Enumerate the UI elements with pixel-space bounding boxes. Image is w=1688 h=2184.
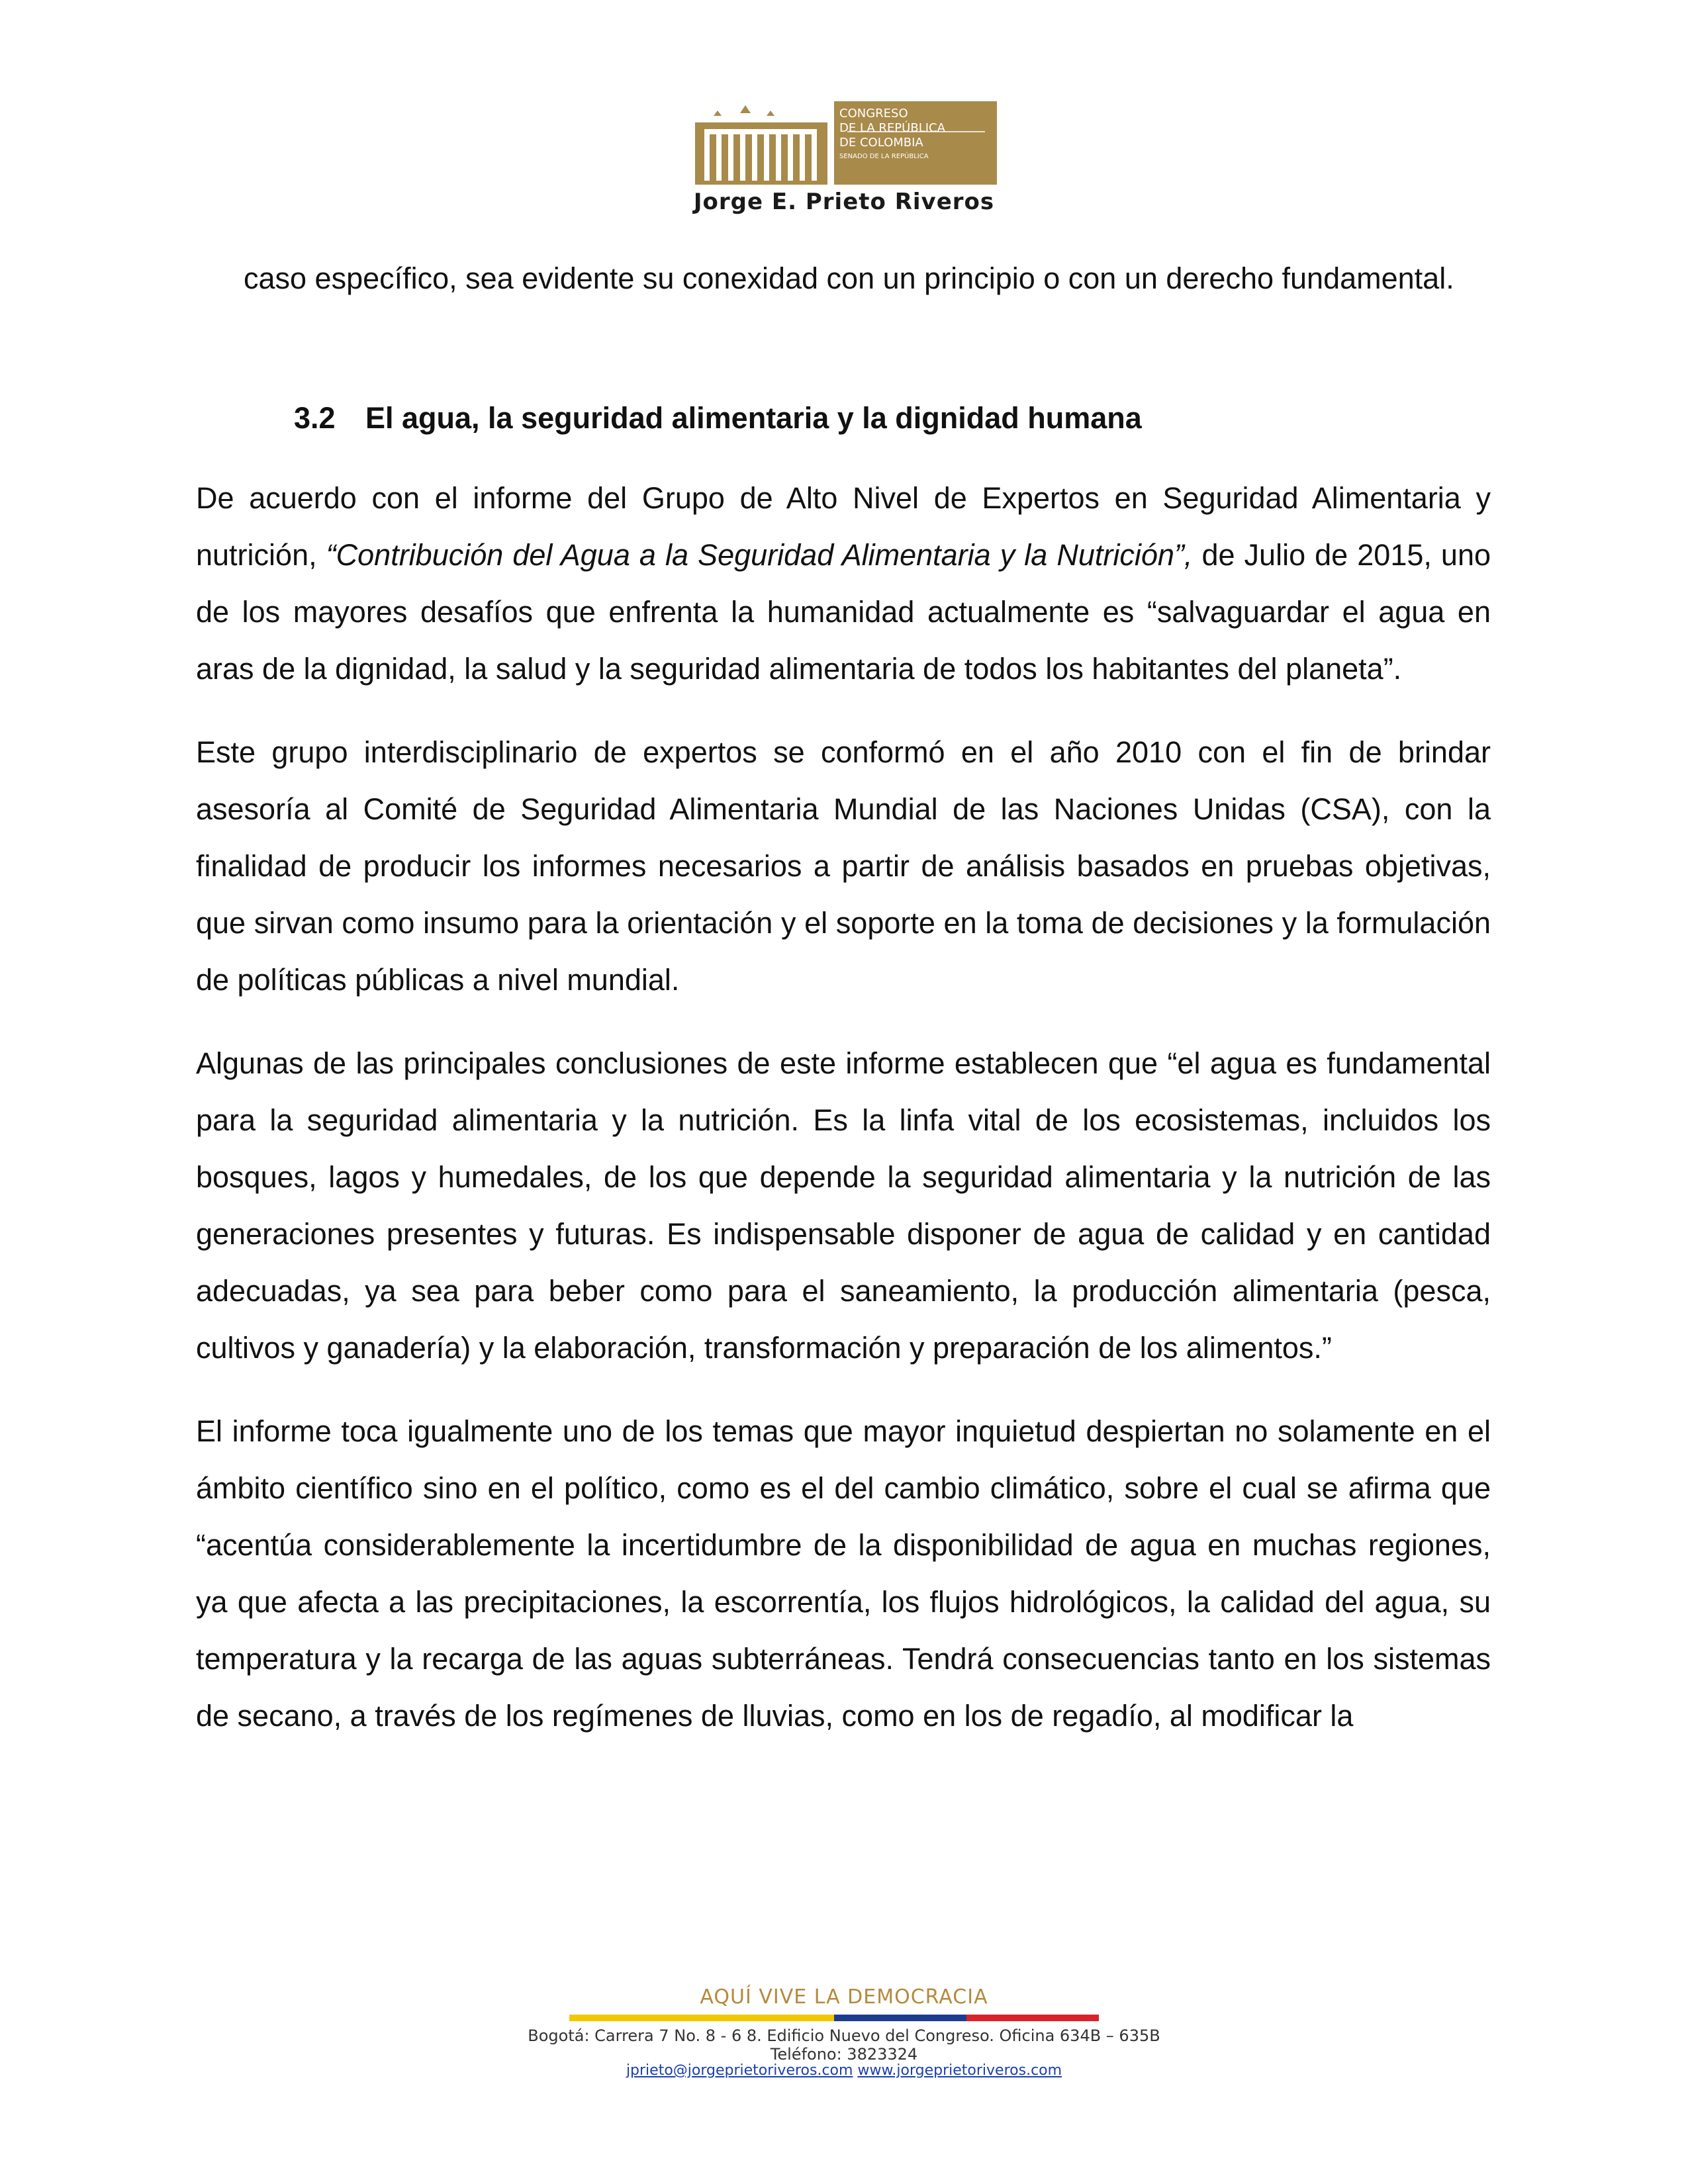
continuation-paragraph: caso específico, sea evidente su conexidad con un principio o con un derecho fundamental. bbox=[244, 261, 1454, 295]
paragraph-4: El informe toca igualmente uno de los temas que mayor inquietud despiertan no solamente en el ámbito científico sino en el político, como es el del cambio climático, sobre el cual se afirma que “acentúa considerablemente la incertidumbre de la disponibilidad de agua en muchas regiones, ya que afecta a las precipitaciones, la escorrentía, los flujos hidrológicos, la calidad del agua, su temperatura y la recarga de las aguas subterráneas. Tendrá consecuencias tanto en los sistemas de secano, a través de los regímenes de lluvias, como en los de regadío, al modificar la bbox=[196, 1414, 1491, 1733]
section-title: El agua, la seguridad alimentaria y la dignidad humana bbox=[365, 401, 1142, 435]
section-heading bbox=[196, 398, 1491, 438]
paragraph-1 bbox=[196, 470, 1491, 698]
footer-address: Bogotá: Carrera 7 No. 8 - 6 8. Edificio Nuevo del Congreso. Oficina 634B – 635B bbox=[528, 2026, 1160, 2045]
logo-line-2: DE LA REPÚBLICA bbox=[839, 121, 945, 135]
document-body bbox=[196, 250, 1491, 1745]
section-number: 3.2 bbox=[294, 401, 336, 435]
flag-yellow bbox=[569, 2015, 834, 2021]
footer-links bbox=[0, 2062, 1688, 2079]
website-link[interactable]: www.jorgeprietoriveros.com bbox=[857, 2062, 1062, 2079]
logo-line-1: CONGRESO bbox=[839, 107, 908, 120]
flag-red bbox=[966, 2015, 1099, 2021]
paragraph-1-text-b: de Julio de 2015, uno de los mayores desafíos que enfrenta la humanidad actualmente es “salvaguardar el agua en aras de la dignidad, la salud y la seguridad alimentaria de todos los habitantes del planeta”. bbox=[196, 538, 1491, 686]
logo-line-4: SENADO DE LA REPÚBLICA bbox=[839, 153, 929, 160]
colombia-flag-bar bbox=[569, 2015, 1099, 2021]
logo-text bbox=[839, 107, 992, 163]
paragraph-1-text-a: De acuerdo con el informe del Grupo de Alto Nivel de Expertos en Seguridad Alimentaria y nutrición, bbox=[196, 481, 1491, 572]
email-link[interactable]: jprieto@jorgeprietoriveros.com bbox=[626, 2062, 853, 2079]
logo-line-3: DE COLOMBIA bbox=[839, 136, 923, 150]
paragraph-3: Algunas de las principales conclusiones de este informe establecen que “el agua es fundamental para la seguridad alimentaria y la nutrición. Es la linfa vital de los ecosistemas, incluidos los bosques, lagos y humedales, de los que depende la seguridad alimentaria y la nutrición de las generaciones presentes y futuras. Es indispensable disponer de agua de calidad y en cantidad adecuadas, ya sea para beber como para el saneamiento, la producción alimentaria (pesca, cultivos y ganadería) y la elaboración, transformación y preparación de los alimentos.” bbox=[196, 1046, 1491, 1365]
footer-motto: AQUÍ VIVE LA DEMOCRACIA bbox=[700, 1985, 988, 2009]
author-name: Jorge E. Prieto Riveros bbox=[693, 189, 995, 215]
paragraph-2: Este grupo interdisciplinario de expertos se conformó en el año 2010 con el fin de brindar asesoría al Comité de Seguridad Alimentaria Mundial de las Naciones Unidas (CSA), con la finalidad de producir los informes necesarios a partir de análisis basados en pruebas objetivas, que sirvan como insumo para la orientación y el soporte en la toma de decisiones y la formulación de políticas públicas a nivel mundial. bbox=[196, 735, 1491, 997]
report-title-italic: “Contribución del Agua a la Seguridad Alimentaria y la Nutrición”, bbox=[326, 538, 1193, 572]
letterhead bbox=[0, 96, 1688, 222]
footer-phone: Teléfono: 3823324 bbox=[770, 2045, 918, 2064]
flag-blue bbox=[834, 2015, 966, 2021]
page-footer bbox=[0, 1985, 1688, 2184]
